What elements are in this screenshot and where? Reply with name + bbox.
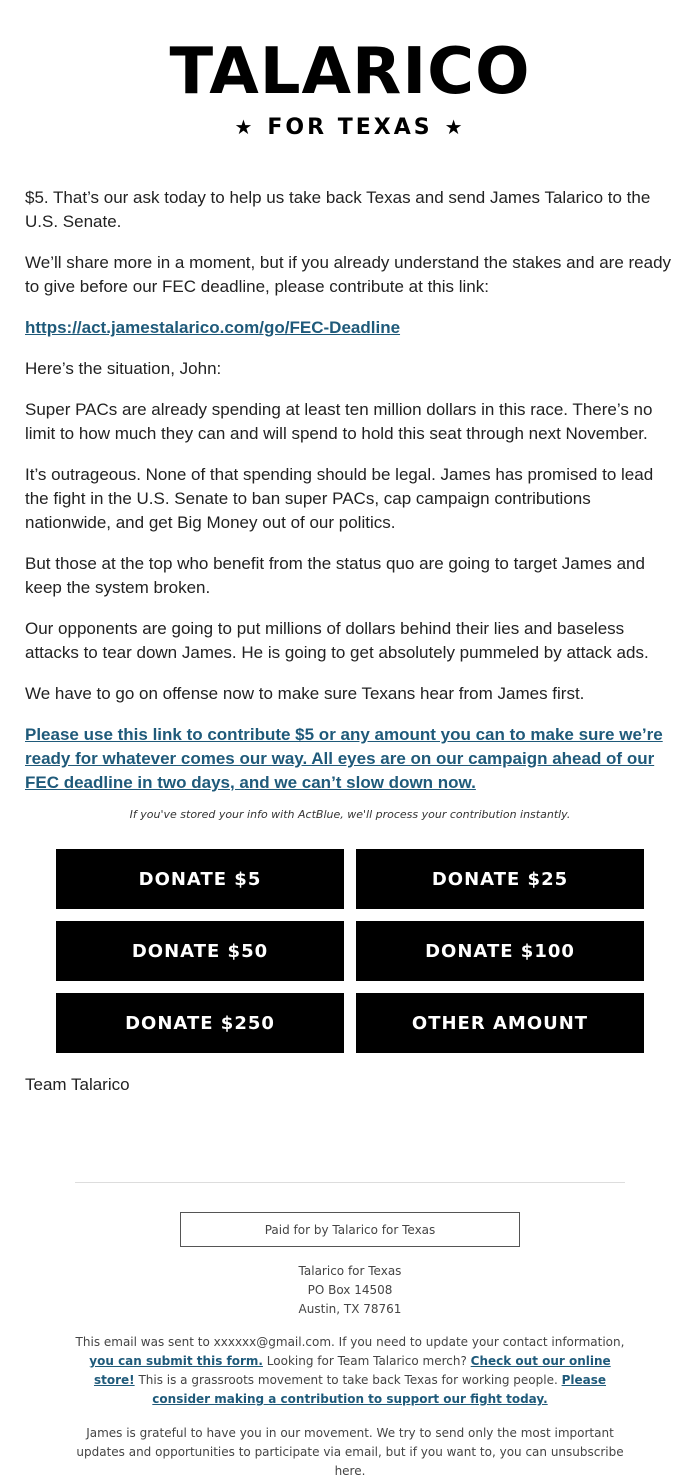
update-info-link[interactable]: you can submit this form. — [89, 1354, 263, 1368]
paragraph: It’s outrageous. None of that spending should be legal. James has promised to lead the fight in the U.S. Senate to ban super PACs, cap campaign contributions nationwide, and get Big Money out of our politics. — [25, 465, 654, 532]
other-amount-button[interactable]: OTHER AMOUNT — [356, 993, 644, 1053]
footer-notice — [75, 1333, 625, 1409]
contribute-cta-link[interactable]: Please use this link to contribute $5 or any amount you can to make sure we’re ready for whatever comes our way. All eyes are on our campaign ahead of our FEC deadline in two days, and we can’t slow down now. — [25, 725, 663, 792]
paid-for-box: Paid for by Talarico for Texas — [180, 1212, 520, 1247]
contribute-footer-link[interactable]: Please consider making a contribution to support our fight today. — [152, 1373, 607, 1406]
donate-5-button[interactable]: DONATE $5 — [56, 849, 344, 909]
talarico-logo — [0, 35, 700, 141]
paragraph: We’ll share more in a moment, but if you already understand the stakes and are ready to give before our FEC deadline, please contribute at this link: — [25, 253, 672, 296]
footer-divider — [75, 1182, 625, 1183]
paragraph: We have to go on offense now to make sure Texans hear from James first. — [25, 684, 585, 703]
donate-50-button[interactable]: DONATE $50 — [56, 921, 344, 981]
donate-250-button[interactable]: DONATE $250 — [56, 993, 344, 1053]
signoff: Team Talarico — [25, 1075, 130, 1094]
paragraph: Our opponents are going to put millions of dollars behind their lies and baseless attacks to tear down James. He is going to get absolutely pummeled by attack ads. — [25, 619, 649, 662]
actblue-note: If you've stored your info with ActBlue, we'll process your contribution instantly. — [129, 808, 571, 821]
unsubscribe-notice: James is grateful to have you in our movement. We try to send only the most important updates and opportunities to participate via email, but if you want to, you can unsubscribe here. — [76, 1426, 624, 1478]
message-content — [25, 186, 675, 812]
mailing-address — [0, 1262, 700, 1319]
paragraph: Super PACs are already spending at least ten million dollars in this race. There’s no limit to how much they can and will spend to hold this seat through next November. — [25, 400, 653, 443]
footer-text: Looking for Team Talarico merch? — [262, 1354, 471, 1368]
donate-25-button[interactable]: DONATE $25 — [356, 849, 644, 909]
address-line: Austin, TX 78761 — [298, 1302, 402, 1316]
address-line: Talarico for Texas — [298, 1264, 402, 1278]
address-line: PO Box 14508 — [307, 1283, 393, 1297]
logo-wordmark: TALARICO — [169, 35, 531, 109]
paragraph: $5. That’s our ask today to help us take back Texas and send James Talarico to the U.S. Senate. — [25, 188, 651, 231]
fec-deadline-link[interactable]: https://act.jamestalarico.com/go/FEC-Deadline — [25, 318, 401, 337]
online-store-link[interactable]: Check out our online store! — [93, 1354, 611, 1387]
donate-100-button[interactable]: DONATE $100 — [356, 921, 644, 981]
footer-text: This email was sent to xxxxxx@gmail.com. If you need to update your contact information, — [75, 1335, 625, 1349]
star-icon: ★ — [234, 115, 256, 139]
paragraph: But those at the top who benefit from the status quo are going to target James and keep the system broken. — [25, 554, 645, 597]
footer-text: This is a grassroots movement to take back Texas for working people. — [134, 1373, 562, 1387]
logo-tagline — [0, 114, 700, 141]
paragraph: Here’s the situation, John: — [25, 359, 222, 378]
logo-tagline-text: FOR TEXAS — [267, 115, 433, 140]
star-icon: ★ — [444, 115, 466, 139]
